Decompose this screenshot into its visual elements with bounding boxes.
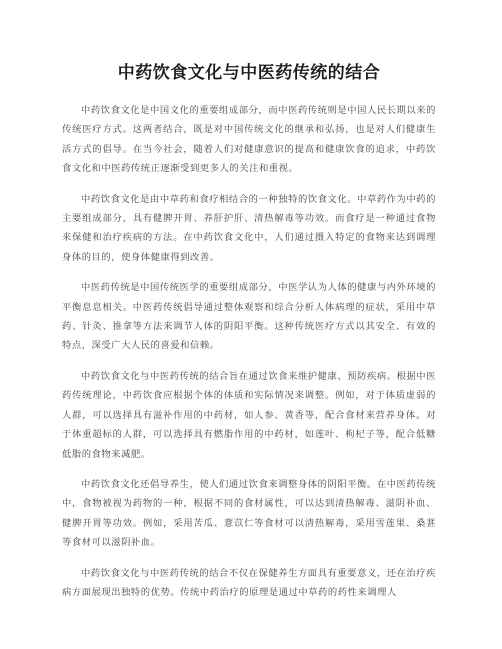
document-title: 中药饮食文化与中医药传统的结合 — [117, 63, 381, 83]
paragraph-health-preservation: 中药饮食文化还倡导养生，使人们通过饮食来调整身体的阴阳平衡。在中医药传统中，食物被视为药物的一种，根据不同的食材属性，可以达到清热解毒、滋阴补血、健脾开胃等功效。例如，采用苦瓜、薏苡仁等食材可以清热解毒，采用雪莲果、桑葚等食材可以滋阴补血。 — [62, 478, 436, 549]
paragraph-tcm-tradition: 中医药传统是中国传统医学的重要组成部分，中医学认为人体的健康与内外环境的平衡息息相关。中医药传统倡导通过整体观察和综合分析人体病理的症状，采用中草药、针灸、推拿等方法来调节人体的阴阳平衡。这种传统医疗方式以其安全、有效的特点，深受广大人民的喜爱和信赖。 — [62, 282, 436, 352]
paragraph-diet-culture: 中药饮食文化是由中草药和食疗相结合的一种独特的饮食文化。中草药作为中药的主要组成部分，具有健脾开胃、养肝护肝、清热解毒等功效。而食疗是一种通过食物来保健和治疗疾病的方法。在中药饮食文化中，人们通过摄入特定的食物来达到调理身体的目的，使身体健康得到改善。 — [62, 193, 436, 263]
paragraph-treatment: 中药饮食文化与中医药传统的结合不仅在保健养生方面具有重要意义，还在治疗疾病方面展现出独特的优势。传统中药治疗的原理是通过中草药的药性来调理人 — [62, 567, 436, 598]
paragraph-combination: 中药饮食文化与中医药传统的结合旨在通过饮食来维护健康、预防疾病。根据中医药传统理论，中药饮食应根据个体的体质和实际情况来调整。例如，对于体质虚弱的人群，可以选择具有滋补作用的中药材，如人参、黄香等，配合食材来营养身体。对于体重超标的人群，可以选择具有燃脂作用的中药材，如莲叶、枸杞子等，配合低糖低脂的食物来减肥。 — [62, 370, 436, 460]
paragraph-intro: 中药饮食文化是中国文化的重要组成部分，而中医药传统则是中国人民长期以来的传统医疗方式。这两者结合，既是对中国传统文化的继承和弘扬，也是对人们健康生活方式的倡导。在当今社会，随着人们对健康意识的提高和健康饮食的追求，中药饮食文化和中医药传统正逐渐受到更多人的关注和重视。 — [62, 105, 436, 175]
